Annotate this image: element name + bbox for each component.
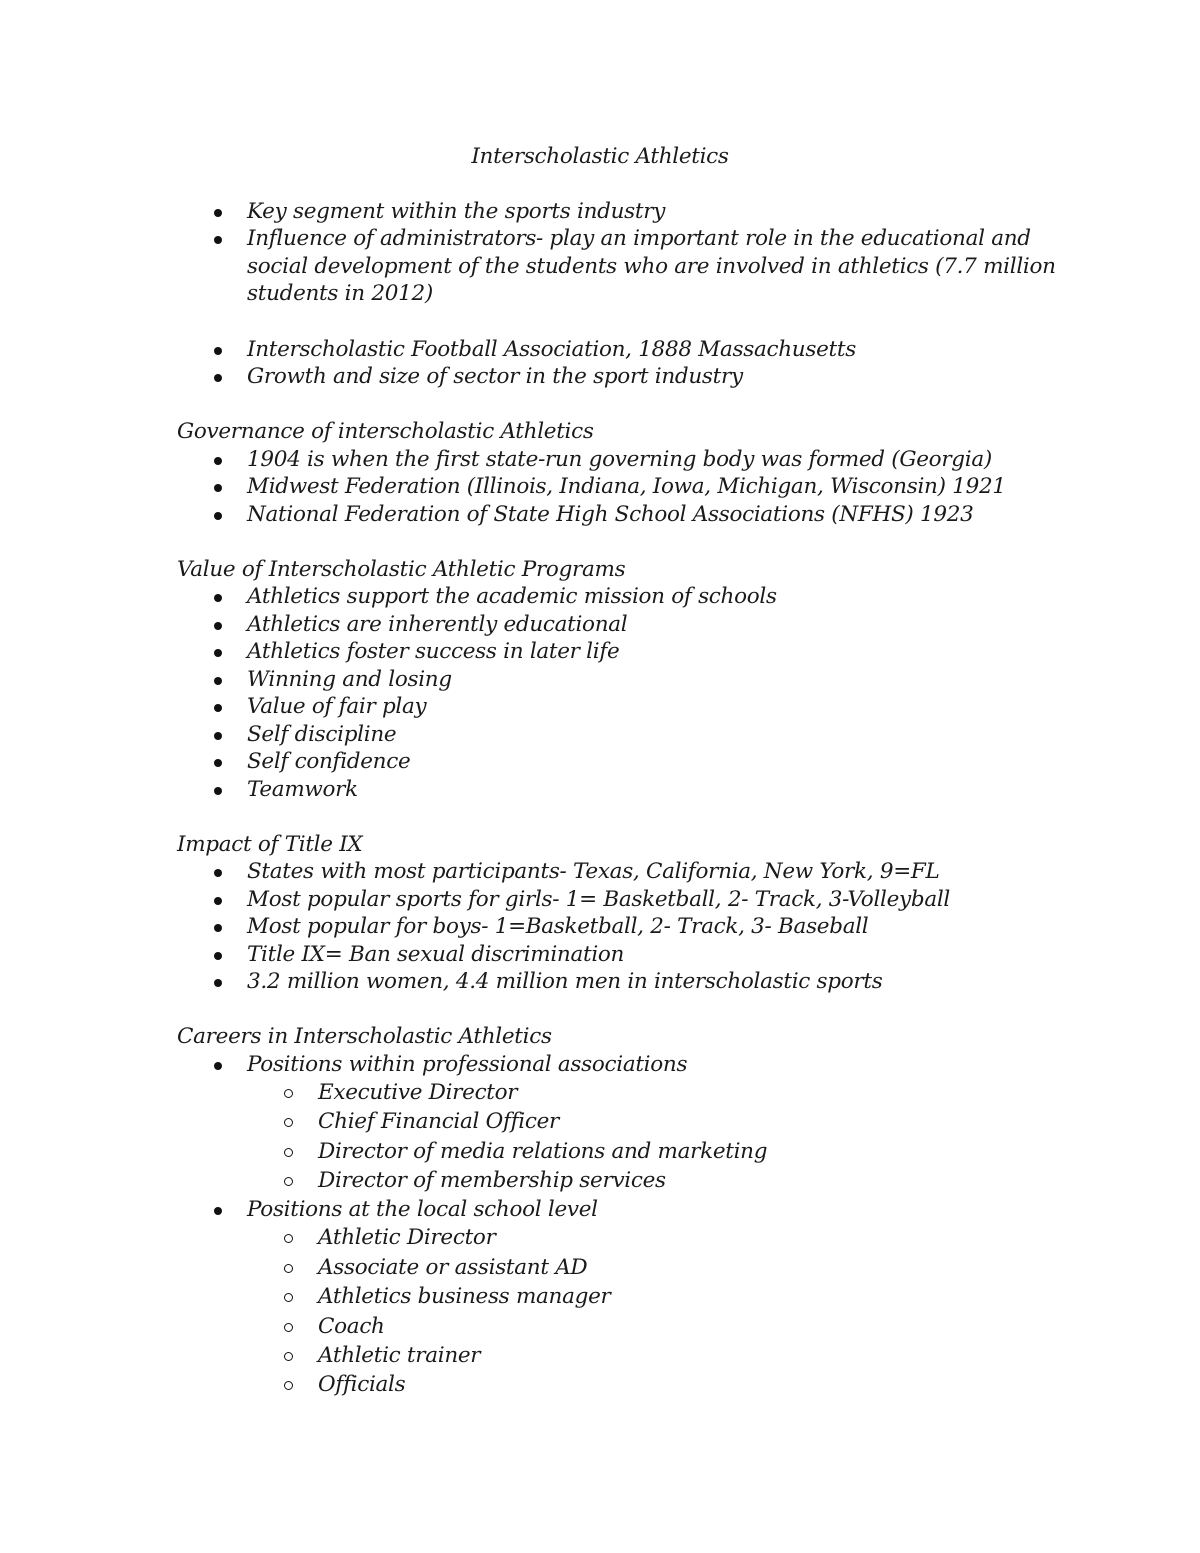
list-item: Teamwork xyxy=(247,777,358,802)
list-item: Athletics are inherently educational xyxy=(247,612,628,637)
list-item: Positions at the local school level xyxy=(247,1197,598,1222)
list-item: National Federation of State High School Associations (NFHS) 1923 xyxy=(247,502,974,527)
list-item: Self discipline xyxy=(247,722,397,747)
sub-list-item: Director of media relations and marketing xyxy=(318,1139,768,1164)
sub-list-item: Chief Financial Officer xyxy=(318,1109,560,1134)
sub-list-item: Executive Director xyxy=(318,1080,518,1105)
list-item: Growth and size of sector in the sport industry xyxy=(247,364,743,389)
section-heading-title-ix: Impact of Title IX xyxy=(177,832,363,857)
sub-list-item: Athletic Director xyxy=(318,1225,496,1250)
list-item: Midwest Federation (Illinois, Indiana, Iowa, Michigan, Wisconsin) 1921 xyxy=(247,474,1006,499)
list-item: Positions within professional associations xyxy=(247,1052,688,1077)
sub-list-item: Officials xyxy=(318,1372,406,1397)
page-title: Interscholastic Athletics xyxy=(471,144,729,169)
sub-list-item: Athletic trainer xyxy=(318,1343,481,1368)
list-item-continuation: students in 2012) xyxy=(247,281,433,306)
list-item: Value of fair play xyxy=(247,694,427,719)
list-item: Key segment within the sports industry xyxy=(247,199,666,224)
list-item-continuation: social development of the students who are involved in athletics (7.7 million xyxy=(247,254,1056,279)
list-item: Title IX= Ban sexual discrimination xyxy=(247,942,625,967)
list-item: States with most participants- Texas, California, New York, 9=FL xyxy=(247,859,940,884)
list-item: Athletics support the academic mission of schools xyxy=(247,584,777,609)
sub-list-item: Coach xyxy=(318,1314,385,1339)
sub-list-item: Associate or assistant AD xyxy=(318,1255,588,1280)
list-item: 1904 is when the first state-run governing body was formed (Georgia) xyxy=(247,447,992,472)
list-item: Winning and losing xyxy=(247,667,452,692)
sub-list-item: Director of membership services xyxy=(318,1168,666,1193)
section-heading-careers: Careers in Interscholastic Athletics xyxy=(177,1024,552,1049)
list-item: Most popular sports for girls- 1= Basketball, 2- Track, 3-Volleyball xyxy=(247,887,951,912)
list-item: Interscholastic Football Association, 1888 Massachusetts xyxy=(247,337,856,362)
list-item: Athletics foster success in later life xyxy=(247,639,620,664)
section-heading-governance: Governance of interscholastic Athletics xyxy=(177,419,594,444)
list-item: Influence of administrators- play an important role in the educational and xyxy=(247,226,1031,251)
list-item: Most popular for boys- 1=Basketball, 2- Track, 3- Baseball xyxy=(247,914,869,939)
list-item: Self confidence xyxy=(247,749,411,774)
list-item: 3.2 million women, 4.4 million men in interscholastic sports xyxy=(247,969,883,994)
sub-list-item: Athletics business manager xyxy=(318,1284,611,1309)
section-heading-value: Value of Interscholastic Athletic Programs xyxy=(177,557,626,582)
